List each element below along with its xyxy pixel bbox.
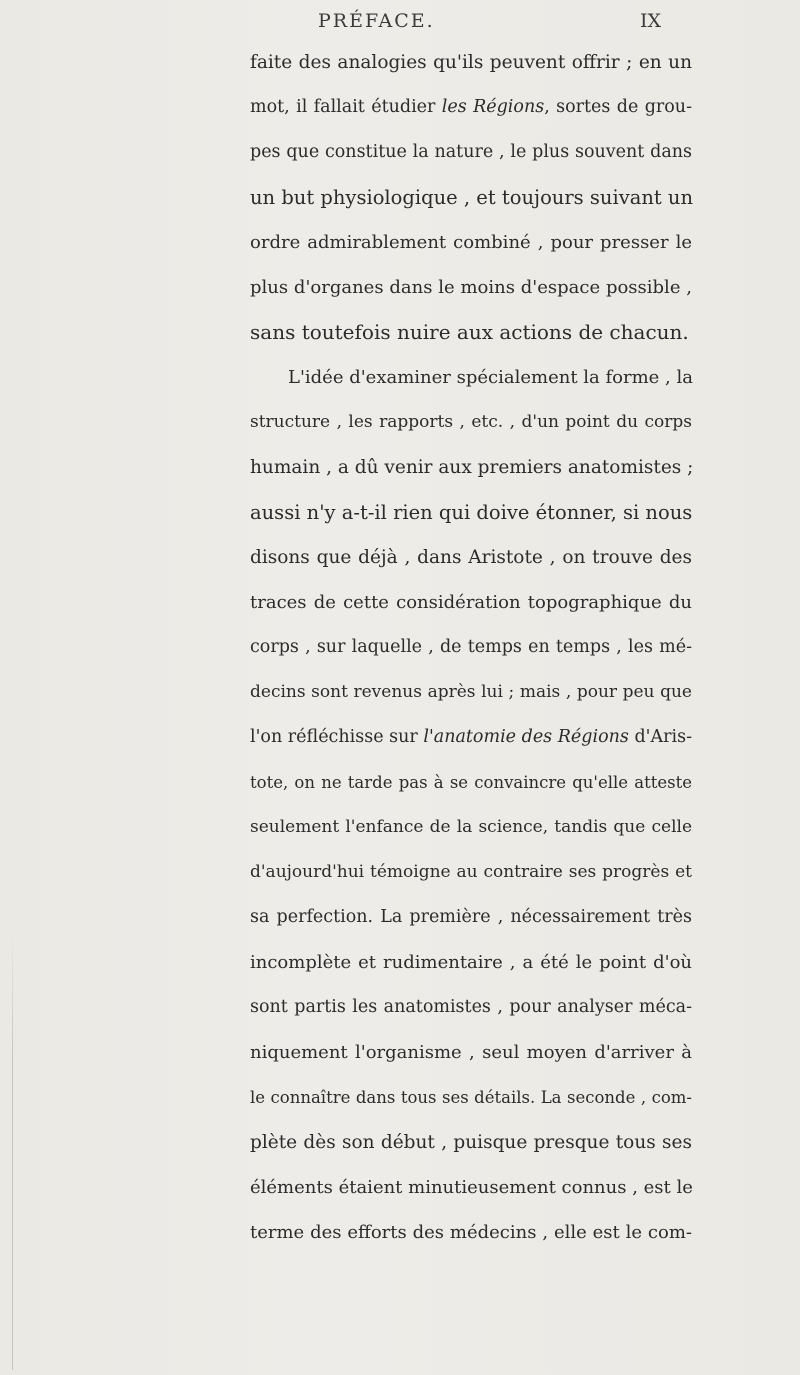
text-line: pes que constitue la nature , le plus souvent dans bbox=[250, 142, 692, 162]
text-line: tote, on ne tarde pas à se convaincre qu'elle atteste bbox=[250, 773, 692, 792]
italic-phrase: les Régions bbox=[441, 97, 545, 117]
text-line: decins sont revenus après lui ; mais , pour peu que bbox=[250, 682, 692, 702]
text-line: aussi n'y a-t-il rien qui doive étonner, si nous bbox=[250, 501, 693, 524]
text-line: niquement l'organisme , seul moyen d'arriver à bbox=[250, 1042, 692, 1063]
text-line: structure , les rapports , etc. , d'un point du corps bbox=[250, 412, 692, 432]
paragraph-end-line: sans toutefois nuire aux actions de chacun. bbox=[250, 320, 689, 344]
text-line: l'on réfléchisse sur l'anatomie des Régions d'Aris- bbox=[250, 727, 692, 747]
text-line: faite des analogies qu'ils peuvent offrir ; en un bbox=[250, 52, 692, 73]
text-line: ordre admirablement combiné , pour presser le bbox=[250, 232, 692, 253]
text-line: plus d'organes dans le moins d'espace possible , bbox=[250, 277, 692, 298]
paragraph-start-line: L'idée d'examiner spécialement la forme , la bbox=[288, 367, 693, 388]
text-line: terme des efforts des médecins , elle est le com- bbox=[250, 1222, 692, 1243]
page-edge-shadow bbox=[12, 930, 13, 1370]
text-line: seulement l'enfance de la science, tandis que celle bbox=[250, 817, 692, 837]
body-text bbox=[250, 40, 692, 1255]
text-line: éléments étaient minutieusement connus , est le bbox=[250, 1177, 693, 1198]
text-line: sa perfection. La première , nécessairement très bbox=[250, 907, 692, 927]
text-line: corps , sur laquelle , de temps en temps , les mé- bbox=[250, 637, 692, 657]
page-header bbox=[0, 6, 800, 36]
text-line: traces de cette considération topographique du bbox=[250, 592, 692, 613]
text-line: d'aujourd'hui témoigne au contraire ses progrès et bbox=[250, 862, 692, 882]
text-line: sont partis les anatomistes , pour analyser méca- bbox=[250, 997, 692, 1017]
text-line: mot, il fallait étudier les Régions, sortes de grou- bbox=[250, 97, 692, 117]
page-number: IX bbox=[640, 10, 662, 32]
text-line: disons que déjà , dans Aristote , on trouve des bbox=[250, 547, 692, 568]
running-head: PRÉFACE. bbox=[318, 10, 435, 32]
text-line: un but physiologique , et toujours suivant un bbox=[250, 186, 694, 209]
text-line: humain , a dû venir aux premiers anatomistes ; bbox=[250, 457, 694, 478]
text-line: le connaître dans tous ses détails. La seconde , com- bbox=[250, 1088, 692, 1107]
italic-phrase: l'anatomie des Régions bbox=[423, 727, 629, 747]
text-line: plète dès son début , puisque presque tous ses bbox=[250, 1132, 692, 1153]
text-line: incomplète et rudimentaire , a été le point d'où bbox=[250, 952, 692, 973]
